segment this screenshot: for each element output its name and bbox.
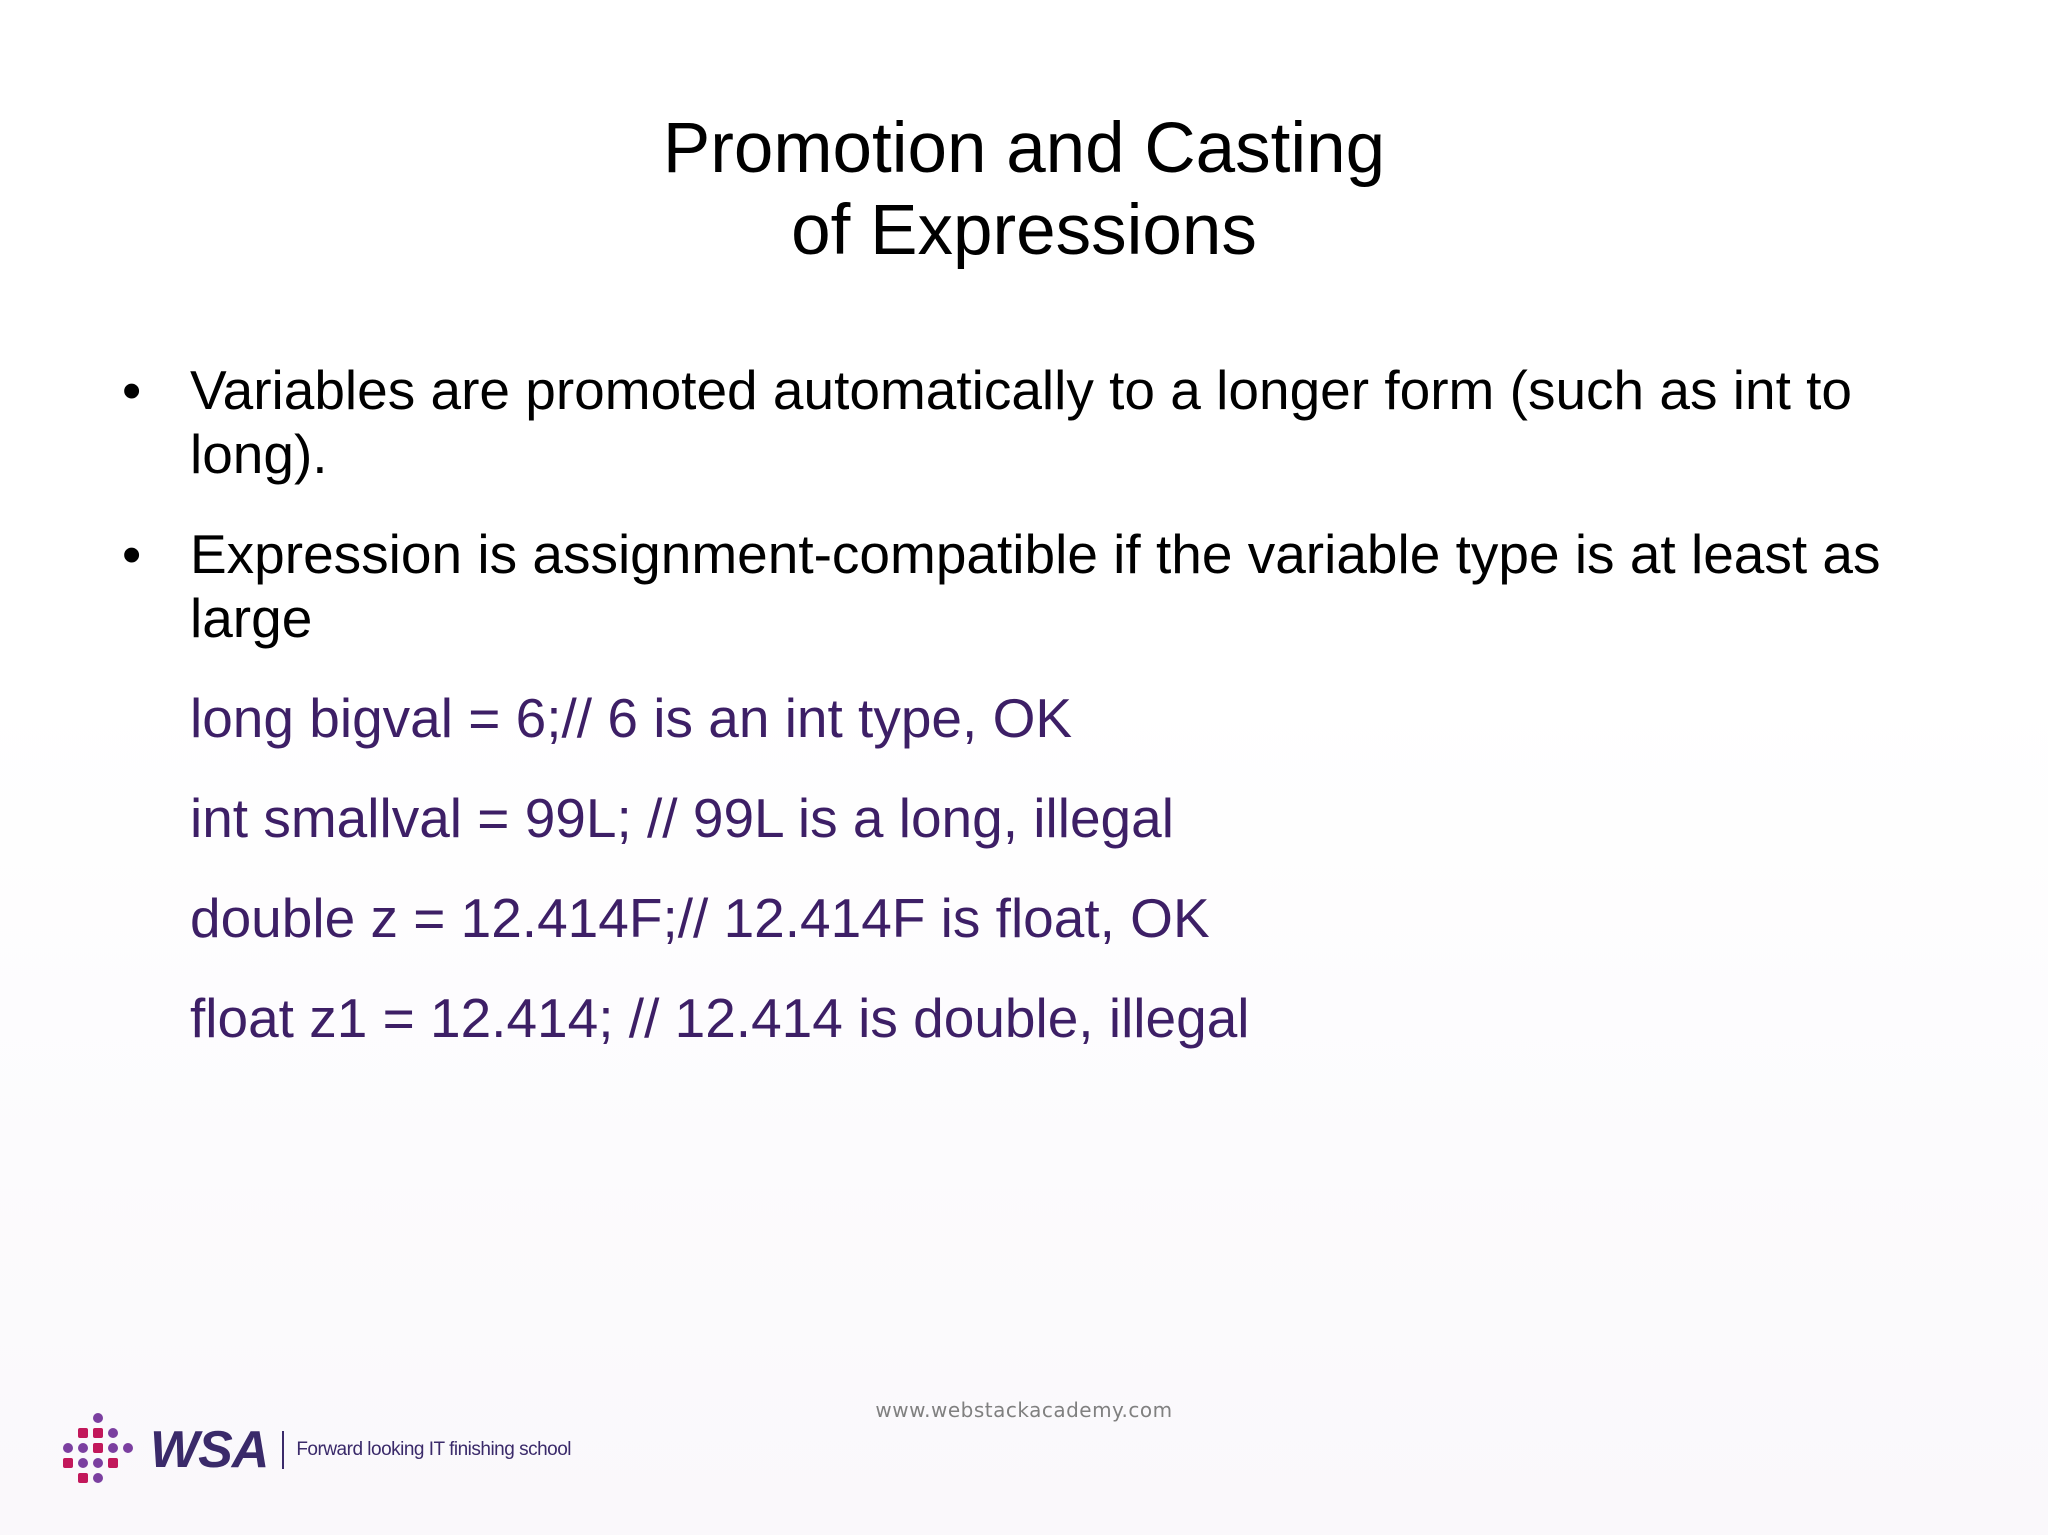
bullet-item <box>122 522 1962 650</box>
slide-title-line-1: Promotion and Casting <box>662 109 1386 188</box>
logo-wordmark: WSA <box>150 1421 269 1479</box>
bullet-text: Variables are promoted automatically to a longer form (such as int to long). <box>190 359 1853 485</box>
wsa-logo <box>62 1410 571 1490</box>
bullet-dot: • <box>122 523 142 585</box>
logo-tagline: Forward looking IT finishing school <box>296 1439 572 1460</box>
bullet-dot: • <box>122 359 142 421</box>
code-example-line: int smallval = 99L; // 99L is a long, illegal <box>190 787 1174 849</box>
slide-title-line-2: of Expressions <box>791 191 1257 270</box>
bullet-text: Expression is assignment-compatible if the variable type is at least as large <box>190 523 1881 649</box>
code-example-line: float z1 = 12.414; // 12.414 is double, illegal <box>190 987 1250 1049</box>
footer-url: www.webstackacademy.com <box>875 1398 1173 1422</box>
slide-content <box>122 358 1962 1086</box>
dot-grid-logo-icon <box>62 1412 134 1488</box>
logo-divider <box>282 1431 284 1469</box>
code-example-line: long bigval = 6;// 6 is an int type, OK <box>190 687 1073 749</box>
slide-title <box>0 108 2048 272</box>
code-example-line: double z = 12.414F;// 12.414F is float, OK <box>190 887 1210 949</box>
bullet-item <box>122 358 1962 486</box>
